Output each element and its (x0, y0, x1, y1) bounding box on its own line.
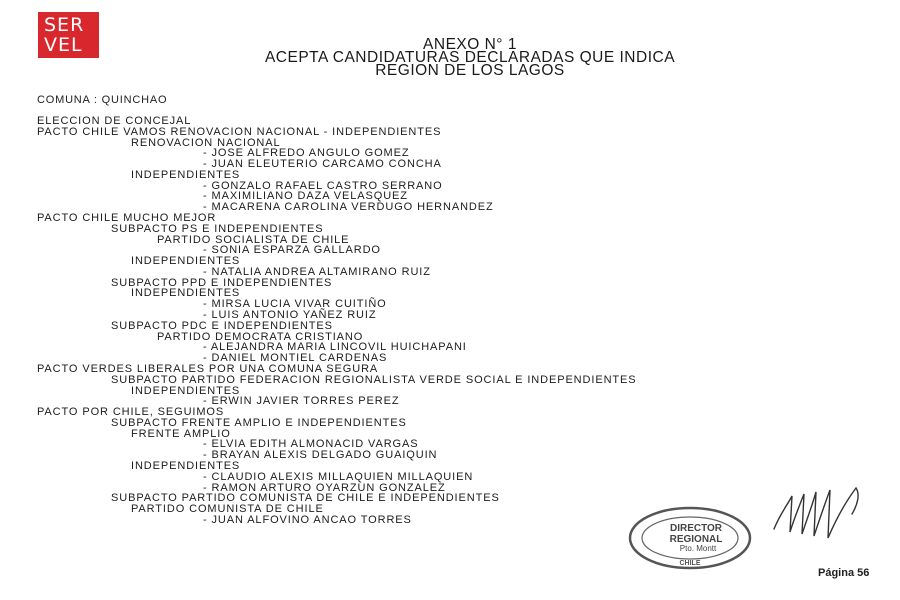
document-line: INDEPENDIENTES (131, 287, 241, 300)
document-line: INDEPENDIENTES (131, 255, 241, 268)
document-line: - MAXIMILIANO DAZA VELASQUEZ (203, 190, 408, 203)
comuna-label: COMUNA : QUINCHAO (37, 94, 168, 106)
document-line: FRENTE AMPLIO (131, 427, 231, 440)
document-line: INDEPENDIENTES (131, 459, 241, 472)
document-line: - JOSE ALFREDO ANGULO GOMEZ (203, 147, 410, 160)
document-line: PACTO POR CHILE, SEGUIMOS (37, 406, 225, 419)
signature (770, 484, 880, 554)
document-line: - BRAYAN ALEXIS DELGADO GUAIQUIN (203, 449, 438, 462)
document-line: RENOVACION NACIONAL (131, 136, 281, 149)
stamp-bottom: CHILE (679, 560, 701, 567)
document-line: PACTO CHILE VAMOS RENOVACION NACIONAL - INDEPENDIENTES (37, 125, 442, 138)
document-line: - NATALIA ANDREA ALTAMIRANO RUIZ (203, 265, 431, 278)
document-header (100, 38, 840, 77)
stamp-line-1: DIRECTOR (669, 523, 723, 534)
servel-logo (38, 12, 99, 58)
annex-title: ANEXO N° 1 (423, 36, 517, 53)
document-line: PARTIDO COMUNISTA DE CHILE (131, 503, 324, 516)
document-line: - CLAUDIO ALEXIS MILLAQUIEN MILLAQUIEN (203, 470, 474, 483)
document-line: PARTIDO DEMOCRATA CRISTIANO (157, 330, 364, 343)
document-line: - GONZALO RAFAEL CASTRO SERRANO (203, 179, 443, 192)
stamp-line-3: Pto. Montt (679, 544, 717, 553)
document-line: SUBPACTO PDC E INDEPENDIENTES (111, 319, 333, 332)
official-stamp (618, 505, 768, 575)
document-line: - LUIS ANTONIO YAÑEZ RUIZ (203, 309, 377, 322)
logo-line-2: VEL (44, 34, 83, 56)
page-number: Página 56 (818, 567, 870, 579)
document-line: - JUAN ALFOVINO ANCAO TORRES (203, 513, 412, 526)
document-line: PARTIDO SOCIALISTA DE CHILE (157, 233, 350, 246)
document-line: SUBPACTO PPD E INDEPENDIENTES (111, 276, 333, 289)
document-line: ELECCION DE CONCEJAL (37, 115, 192, 127)
document-line: PACTO CHILE MUCHO MEJOR (37, 212, 217, 225)
region-title: REGION DE LOS LAGOS (375, 62, 565, 79)
stamp-line-2: REGIONAL (669, 534, 723, 545)
document-line: SUBPACTO PARTIDO COMUNISTA DE CHILE E INDEPENDIENTES (111, 492, 500, 505)
document-line: SUBPACTO PS E INDEPENDIENTES (111, 222, 324, 235)
document-line: - MACARENA CAROLINA VERDUGO HERNANDEZ (203, 201, 494, 214)
annex-subtitle: ACEPTA CANDIDATURAS DECLARADAS QUE INDICA (264, 49, 676, 66)
document-line: - JUAN ELEUTERIO CARCAMO CONCHA (203, 158, 442, 171)
document-line: - RAMON ARTURO OYARZUN GONZALEZ (203, 481, 446, 494)
document-line: - MIRSA LUCIA VIVAR CUITIÑO (203, 298, 387, 311)
document-line: - SONIA ESPARZA GALLARDO (203, 244, 381, 257)
document-line: INDEPENDIENTES (131, 168, 241, 181)
document-line: - ALEJANDRA MARIA LINCOVIL HUICHAPANI (203, 341, 467, 354)
logo-line-1: SER (44, 14, 85, 36)
document-line: PACTO VERDES LIBERALES POR UNA COMUNA SEGURA (37, 362, 379, 375)
document-line: INDEPENDIENTES (131, 384, 241, 397)
document-line: SUBPACTO FRENTE AMPLIO E INDEPENDIENTES (111, 416, 407, 429)
document-line: - DANIEL MONTIEL CARDENAS (203, 352, 388, 365)
document-line: - ELVIA EDITH ALMONACID VARGAS (203, 438, 419, 451)
document-line: - ERWIN JAVIER TORRES PEREZ (203, 395, 400, 408)
document-line: SUBPACTO PARTIDO FEDERACION REGIONALISTA VERDE SOCIAL E INDEPENDIENTES (111, 373, 637, 386)
